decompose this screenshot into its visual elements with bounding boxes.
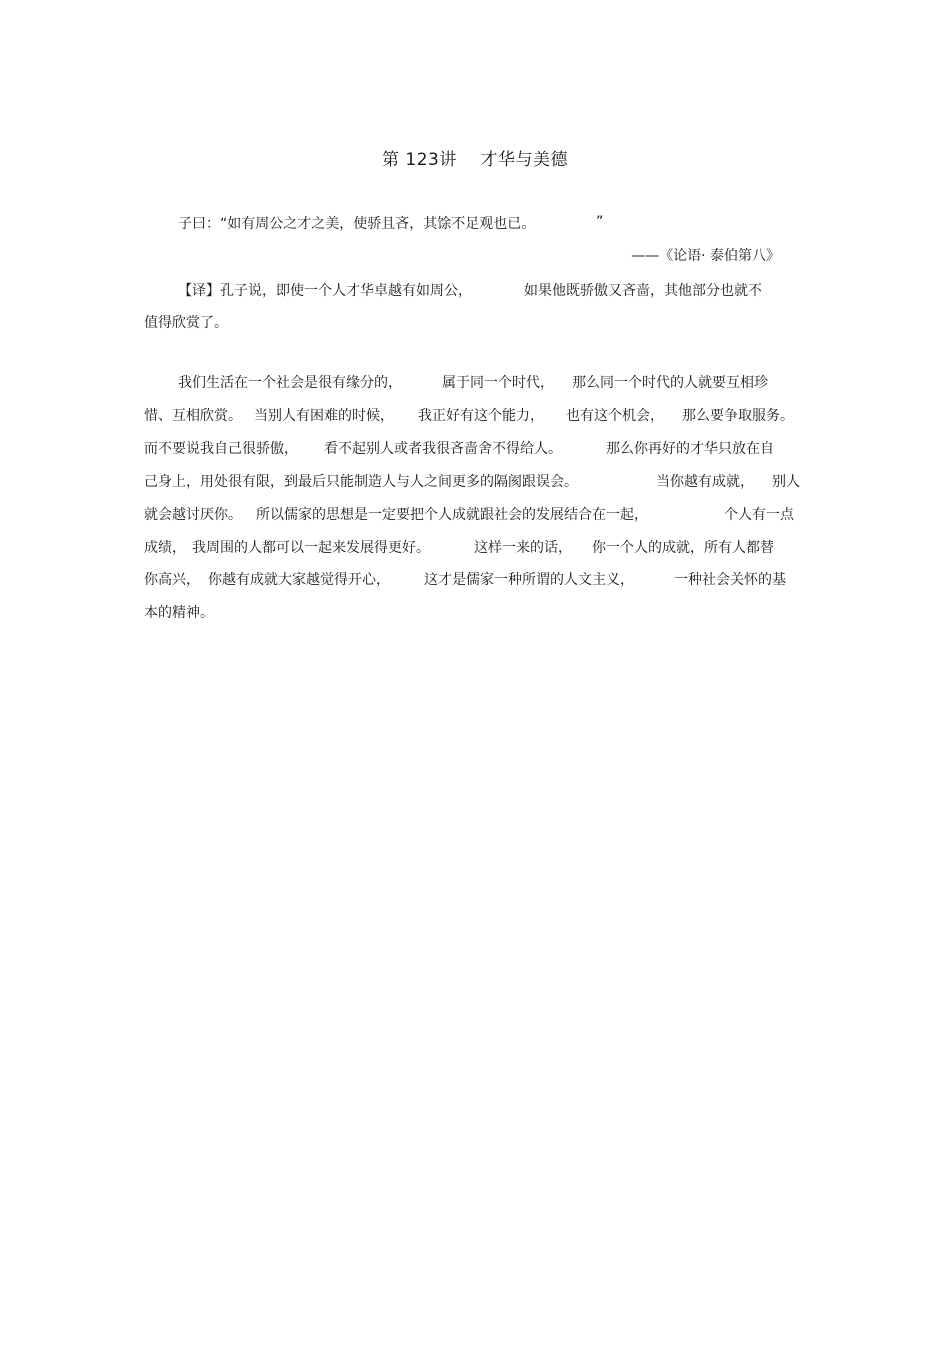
commentary-line — [144, 603, 804, 623]
commentary-line — [144, 538, 804, 558]
commentary-segment: 那么同一个时代的人就要互相珍 — [572, 375, 768, 391]
commentary-segment: 所以儒家的思想是一定要把个人成就跟社会的发展结合在一起， — [256, 507, 648, 523]
commentary-segment: 一种社会关怀的基 — [674, 572, 786, 588]
commentary-segment: 这样一来的话， — [474, 540, 572, 556]
commentary-segment: 那么要争取服务。 — [682, 408, 794, 424]
commentary-segment: 我正好有这个能力， — [418, 408, 544, 424]
quote-text: 子曰：“如有周公之才之美，使骄且吝，其馀不足观也已。 — [178, 216, 536, 232]
commentary-segment: 你高兴， — [144, 572, 200, 588]
commentary-segment: 本的精神。 — [144, 605, 214, 621]
commentary-segment: 这才是儒家一种所谓的人文主义， — [424, 572, 634, 588]
commentary-line — [144, 439, 804, 459]
commentary-segment: 己身上，用处很有限，到最后只能制造人与人之间更多的隔阂跟误会。 — [144, 474, 578, 490]
commentary-line — [144, 570, 804, 590]
commentary-segment: 属于同一个时代， — [442, 375, 554, 391]
translation-line-1a: 【译】孔子说，即使一个人才华卓越有如周公， — [178, 283, 472, 299]
commentary-segment: 我们生活在一个社会是很有缘分的， — [178, 375, 402, 391]
translation-line-1b: 如果他既骄傲又吝啬，其他部分也就不 — [524, 283, 762, 299]
commentary-segment: 也有这个机会， — [566, 408, 664, 424]
translation-line-2: 值得欣赏了。 — [144, 315, 228, 331]
page-title: 第 123讲 才华与美德 — [382, 150, 568, 170]
commentary-segment: 你越有成就大家越觉得开心， — [208, 572, 390, 588]
commentary-segment: 我周围的人都可以一起来发展得更好。 — [192, 540, 430, 556]
commentary-segment: 而不要说我自己很骄傲， — [144, 441, 298, 457]
commentary-segment: 就会越讨厌你。 — [144, 507, 242, 523]
commentary-segment: 个人有一点 — [724, 507, 794, 523]
commentary-segment: 当别人有困难的时候， — [254, 408, 394, 424]
commentary-segment: 别人 — [772, 474, 800, 490]
commentary-segment: 那么你再好的才华只放在自 — [606, 441, 774, 457]
commentary-segment: 当你越有成就， — [656, 474, 754, 490]
quote-source: ——《论语· 泰伯第八》 — [631, 248, 780, 264]
commentary-segment: 成绩， — [144, 540, 186, 556]
commentary-line — [144, 406, 804, 426]
commentary-line — [144, 472, 804, 492]
commentary-segment: 惜、互相欣赏。 — [144, 408, 242, 424]
commentary-segment: 你一个人的成就，所有人都替 — [592, 540, 774, 556]
commentary-segment: 看不起别人或者我很吝啬舍不得给人。 — [324, 441, 562, 457]
commentary-line — [144, 505, 804, 525]
quote-close-mark: ” — [596, 214, 604, 230]
commentary-line — [144, 373, 804, 393]
